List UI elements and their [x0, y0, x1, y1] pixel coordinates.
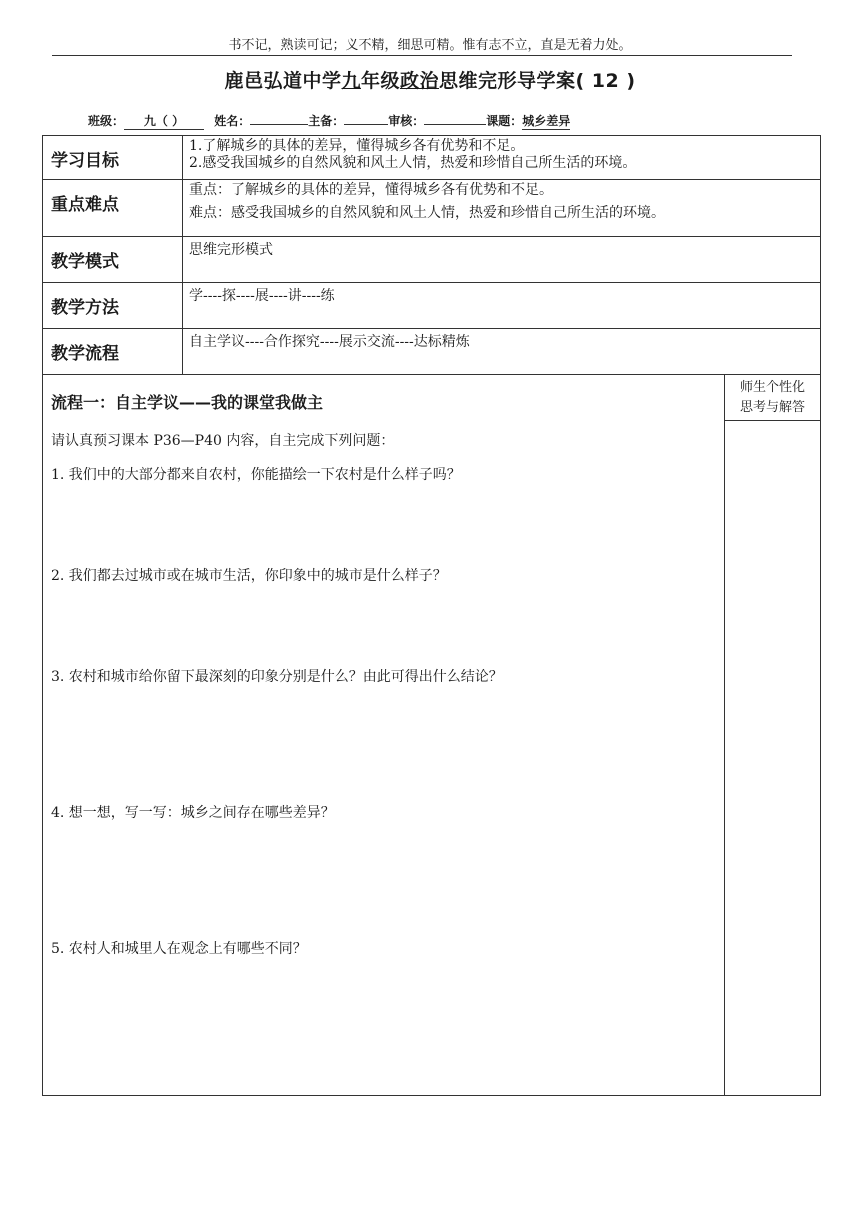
- key-point: 重点：了解城乡的具体的差异，懂得城乡各有优势和不足。: [189, 182, 553, 198]
- info-line: [88, 110, 570, 130]
- method-label: 教学方法: [43, 283, 183, 329]
- row-flow: [43, 329, 821, 375]
- review-label: 审核：: [388, 114, 425, 128]
- topic-label: 课题：: [486, 114, 523, 128]
- name-label: 姓名：: [214, 114, 251, 128]
- row-section-one: [43, 375, 821, 1096]
- lesson-table: [42, 135, 821, 1096]
- question-item: 1. 我们中的大部分都来自农村，你能描绘一下农村是什么样子吗？: [51, 467, 461, 483]
- key-points-label: 重点难点: [43, 180, 183, 237]
- notes-column-header: [725, 375, 820, 421]
- question-item: 5. 农村人和城里人在观念上有哪些不同？: [51, 941, 307, 957]
- topic-field[interactable]: 城乡差异: [522, 114, 571, 128]
- row-key-points: [43, 180, 821, 237]
- goals-label: 学习目标: [43, 136, 183, 180]
- question-item: 3. 农村和城市给你留下最深刻的印象分别是什么？由此可得出什么结论？: [51, 669, 503, 685]
- title-grade: 九: [341, 70, 361, 92]
- notes-header-line: 思考与解答: [740, 400, 806, 415]
- question-item: 2. 我们都去过城市或在城市生活，你印象中的城市是什么样子？: [51, 568, 447, 584]
- section-intro: 请认真预习课本 P36—P40 内容，自主完成下列问题：: [51, 433, 395, 449]
- class-field[interactable]: 九（ ）: [124, 112, 204, 130]
- question-item: 4. 想一想，写一写：城乡之间存在哪些差异？: [51, 805, 335, 821]
- row-goals: [43, 136, 821, 180]
- title-grade-suffix: 年级: [360, 70, 400, 92]
- notes-column[interactable]: [725, 375, 821, 1096]
- document-title: [0, 66, 860, 93]
- title-rest: 思维完形导学案( 12 ): [439, 70, 636, 92]
- method-content: 学----探----展----讲----练: [183, 283, 821, 329]
- key-points-content: [183, 180, 821, 237]
- goal-item: 2.感受我国城乡的自然风貌和风土人情，热爱和珍惜自己所生活的环境。: [189, 155, 637, 171]
- row-method: [43, 283, 821, 329]
- header-rule: [52, 55, 792, 56]
- goals-content: [183, 136, 821, 180]
- row-mode: [43, 237, 821, 283]
- class-label: 班级：: [88, 114, 125, 128]
- flow-label: 教学流程: [43, 329, 183, 375]
- difficult-point: 难点：感受我国城乡的自然风貌和风土人情，热爱和珍惜自己所生活的环境。: [189, 205, 665, 221]
- flow-content: 自主学议----合作探究----展示交流----达标精炼: [183, 329, 821, 375]
- title-school: 鹿邑弘道中学: [224, 70, 342, 92]
- review-field[interactable]: [424, 110, 486, 125]
- name-field[interactable]: [250, 110, 308, 125]
- section-one: [43, 375, 725, 1096]
- mode-label: 教学模式: [43, 237, 183, 283]
- lead-label: 主备：: [308, 114, 345, 128]
- section-title: 流程一：自主学议——我的课堂我做主: [51, 393, 324, 412]
- title-subject: 政治: [399, 70, 439, 92]
- goal-item: 1.了解城乡的具体的差异，懂得城乡各有优势和不足。: [189, 138, 525, 154]
- motto: 书不记，熟读可记；义不精，细思可精。惟有志不立，直是无着力处。: [228, 38, 632, 53]
- lead-field[interactable]: [344, 110, 388, 125]
- notes-header-line: 师生个性化: [740, 380, 806, 395]
- mode-content: 思维完形模式: [183, 237, 821, 283]
